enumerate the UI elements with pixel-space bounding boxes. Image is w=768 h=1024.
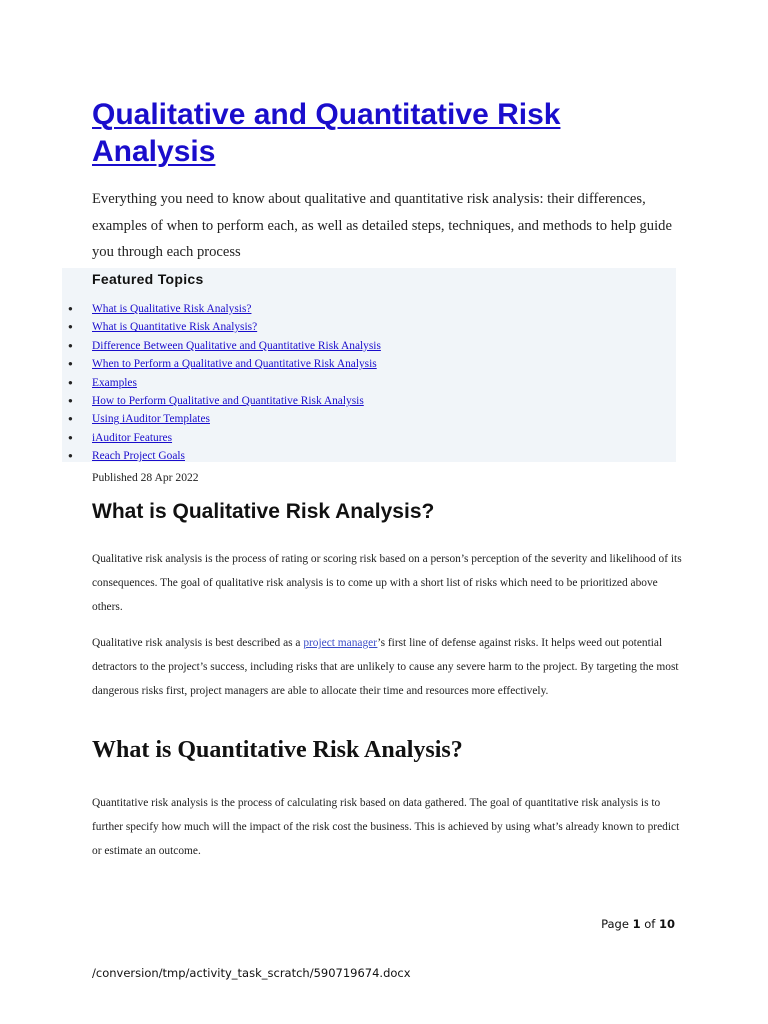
bullet-icon: ●	[68, 359, 73, 369]
list-item	[0, 337, 700, 355]
list-item	[0, 355, 700, 373]
topic-link-project-goals[interactable]: Reach Project Goals	[92, 450, 185, 463]
qualitative-paragraph-2	[92, 631, 682, 703]
list-item	[0, 429, 700, 447]
topic-link-templates[interactable]: Using iAuditor Templates	[92, 413, 210, 426]
list-item	[0, 410, 700, 428]
bullet-icon: ●	[68, 340, 73, 350]
topic-link-quantitative[interactable]: What is Quantitative Risk Analysis?	[92, 321, 258, 334]
bullet-icon: ●	[68, 414, 73, 424]
featured-topics-heading: Featured Topics	[92, 271, 204, 287]
page-current: 1	[632, 917, 641, 931]
published-date: Published 28 Apr 2022	[92, 471, 199, 484]
list-item	[0, 392, 700, 410]
topic-link-how-to-perform[interactable]: How to Perform Qualitative and Quantitative Risk Analysis	[92, 394, 364, 407]
topic-link-features[interactable]: iAuditor Features	[92, 431, 173, 444]
page-number	[601, 917, 675, 931]
topic-link-difference[interactable]: Difference Between Qualitative and Quantitative Risk Analysis	[92, 339, 381, 352]
list-item	[0, 447, 700, 465]
featured-topics-list	[0, 300, 700, 466]
bullet-icon: ●	[68, 322, 73, 332]
file-path-footer: /conversion/tmp/activity_task_scratch/590719674.docx	[92, 966, 411, 980]
list-item	[0, 318, 700, 336]
bullet-icon: ●	[68, 377, 73, 387]
qualitative-paragraph-1: Qualitative risk analysis is the process of rating or scoring risk based on a person’s perception of the severity and likelihood of its consequences. The goal of qualitative risk analysis is to come up with a short list of risks which need to be prioritized above others.	[92, 553, 682, 613]
topic-link-examples[interactable]: Examples	[92, 376, 137, 389]
section-heading-qualitative: What is Qualitative Risk Analysis?	[92, 500, 435, 523]
list-item	[0, 300, 700, 318]
project-manager-link[interactable]: project manager	[303, 637, 378, 649]
topic-link-qualitative[interactable]: What is Qualitative Risk Analysis?	[92, 303, 252, 315]
page-label: Page	[601, 917, 633, 931]
bullet-icon: ●	[68, 395, 73, 405]
page-title[interactable]: Qualitative and Quantitative Risk Analysis	[92, 98, 561, 168]
page-of: of	[640, 917, 659, 931]
bullet-icon: ●	[68, 304, 73, 313]
list-item	[0, 374, 700, 392]
section-heading-quantitative: What is Quantitative Risk Analysis?	[92, 737, 463, 763]
topic-link-when-to-perform[interactable]: When to Perform a Qualitative and Quantitative Risk Analysis	[92, 358, 377, 371]
page-total: 10	[658, 917, 675, 931]
paragraph-text: ’s first line of defense against risks. It helps weed out potential detractors to the project’s success, including risks that are unlikely to cause any severe harm to the project. By targeting the most dangerous risks first, project managers are able to allocate their time and resources more effectively.	[92, 637, 679, 697]
bullet-icon: ●	[68, 451, 73, 461]
bullet-icon: ●	[68, 432, 73, 442]
intro-paragraph: Everything you need to know about qualitative and quantitative risk analysis: their differences, examples of when to perform each, as well as detailed steps, techniques, and methods to help guide you through each process	[92, 191, 672, 260]
paragraph-text: Qualitative risk analysis is best described as a	[92, 637, 304, 649]
quantitative-paragraph-1: Quantitative risk analysis is the process of calculating risk based on data gathered. The goal of quantitative risk analysis is to further specify how much will the impact of the risk cost the business. This is achieved by using what’s already known to predict or estimate an outcome.	[92, 797, 680, 857]
